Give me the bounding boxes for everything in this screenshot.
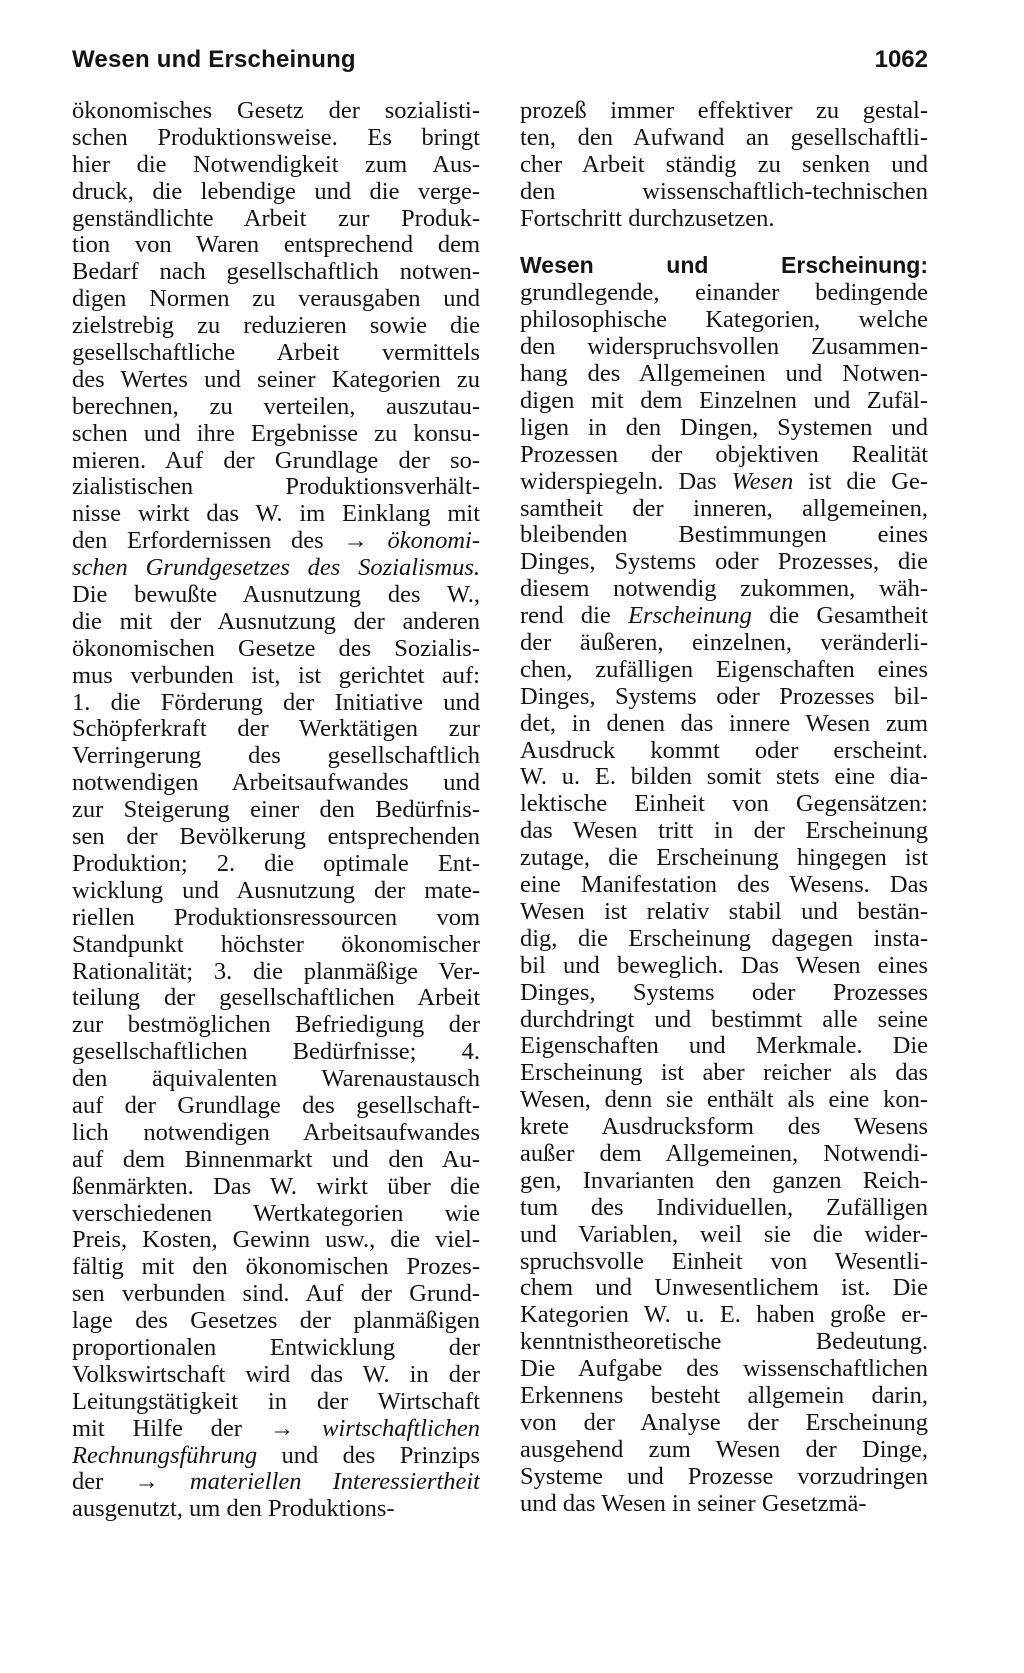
text-line: Wesen ist relativ stabil und bestän- xyxy=(520,898,928,925)
text-line: berechnen, zu verteilen, auszutau- xyxy=(72,393,480,420)
text-line: ausgenutzt, um den Produktions- xyxy=(72,1496,395,1523)
text-line: mieren. Auf der Grundlage der so- xyxy=(72,447,480,474)
text-line: schen Produktionsweise. Es bringt xyxy=(72,124,480,151)
text-line: mit Hilfe der → wirtschaftlichen xyxy=(72,1415,480,1442)
text-line: gen, Invarianten den ganzen Reich- xyxy=(520,1167,928,1194)
text-line: Dinges, Systems oder Prozesses bil- xyxy=(520,683,928,710)
text-line: Erscheinung ist aber reicher als das xyxy=(520,1060,928,1087)
text-line: rend die Erscheinung die Gesamtheit xyxy=(520,603,928,630)
text-line: Fortschritt durchzusetzen. xyxy=(520,205,775,232)
text-line: Erkennens besteht allgemein darin, xyxy=(520,1382,928,1409)
text-line: grundlegende, einander bedingende xyxy=(520,280,928,307)
right-column xyxy=(520,98,928,1517)
text-line: und das Wesen in seiner Gesetzmä- xyxy=(520,1490,867,1517)
text-line: prozeß immer effektiver zu gestal- xyxy=(520,98,928,124)
text-line: gesellschaftliche Arbeit vermittels xyxy=(72,340,480,367)
text-line: ten, den Aufwand an gesellschaftli- xyxy=(520,124,928,151)
text-line: spruchsvolle Einheit von Wesentli- xyxy=(520,1248,928,1275)
headword-word: Erscheinung: xyxy=(781,252,928,279)
text-line: ökonomisches Gesetz der sozialisti- xyxy=(72,98,480,124)
text-line: außer dem Allgemeinen, Notwendi- xyxy=(520,1140,928,1167)
text-line: Standpunkt höchster ökonomischer xyxy=(72,931,480,958)
text-line: cher Arbeit ständig zu senken und xyxy=(520,151,928,178)
text-line: ausgehend zum Wesen der Dinge, xyxy=(520,1436,928,1463)
text-line: samtheit der inneren, allgemeinen, xyxy=(520,495,928,522)
text-line: krete Ausdrucksform des Wesens xyxy=(520,1114,928,1141)
page-number: 1062 xyxy=(874,46,928,73)
headword-word: Wesen xyxy=(520,252,594,279)
text-line: Bedarf nach gesellschaftlich notwen- xyxy=(72,259,480,286)
text-line: Die bewußte Ausnutzung des W., xyxy=(72,582,480,609)
text-line: Prozessen der objektiven Realität xyxy=(520,441,928,468)
text-line: zutage, die Erscheinung hingegen ist xyxy=(520,845,928,872)
text-line: dig, die Erscheinung dagegen insta- xyxy=(520,925,928,952)
text-line: nisse wirkt das W. im Einklang mit xyxy=(72,501,480,528)
text-line: den widerspruchsvollen Zusammen- xyxy=(520,334,928,361)
text-line: von der Analyse der Erscheinung xyxy=(520,1409,928,1436)
text-line: die mit der Ausnutzung der anderen xyxy=(72,608,480,635)
text-line: gesellschaftlichen Bedürfnisse; 4. xyxy=(72,1039,480,1066)
text-line: Eigenschaften und Merkmale. Die xyxy=(520,1033,928,1060)
text-line: Dinges, Systems oder Prozesses, die xyxy=(520,549,928,576)
text-line: hang des Allgemeinen und Notwen- xyxy=(520,361,928,388)
text-line: druck, die lebendige und die verge- xyxy=(72,178,480,205)
text-line: bil und beweglich. Das Wesen eines xyxy=(520,952,928,979)
text-line: teilung der gesellschaftlichen Arbeit xyxy=(72,985,480,1012)
text-line: diesem notwendig zukommen, wäh- xyxy=(520,576,928,603)
text-line: mus verbunden ist, ist gerichtet auf: xyxy=(72,662,480,689)
text-line: der äußeren, einzelnen, veränderli- xyxy=(520,630,928,657)
text-line: tum des Individuellen, Zufälligen xyxy=(520,1194,928,1221)
text-line: ökonomischen Gesetze des Sozialis- xyxy=(72,635,480,662)
left-column xyxy=(72,98,480,1523)
text-line: das Wesen tritt in der Erscheinung xyxy=(520,818,928,845)
text-line: philosophische Kategorien, welche xyxy=(520,307,928,334)
text-line: kenntnistheoretische Bedeutung. xyxy=(520,1329,928,1356)
page-header xyxy=(72,46,928,86)
text-line: hier die Notwendigkeit zum Aus- xyxy=(72,151,480,178)
text-line: den äquivalenten Warenaustausch xyxy=(72,1066,480,1093)
text-line: notwendigen Arbeitsaufwandes und xyxy=(72,770,480,797)
text-line: proportionalen Entwicklung der xyxy=(72,1334,480,1361)
text-line: wicklung und Ausnutzung der mate- xyxy=(72,877,480,904)
text-line: tion von Waren entsprechend dem xyxy=(72,232,480,259)
entry-headword xyxy=(520,252,928,280)
text-line: auf dem Binnenmarkt und den Au- xyxy=(72,1146,480,1173)
text-line: Preis, Kosten, Gewinn usw., die viel- xyxy=(72,1227,480,1254)
text-line: den Erfordernissen des → ökonomi- xyxy=(72,528,480,555)
text-line: W. u. E. bilden somit stets eine dia- xyxy=(520,764,928,791)
text-line: lich notwendigen Arbeitsaufwandes xyxy=(72,1119,480,1146)
headword-word: und xyxy=(666,252,709,279)
text-line: lektische Einheit von Gegensätzen: xyxy=(520,791,928,818)
text-line: sen verbunden sind. Auf der Grund- xyxy=(72,1281,480,1308)
text-line: Verringerung des gesellschaftlich xyxy=(72,743,480,770)
text-line: Systeme und Prozesse vorzudringen xyxy=(520,1463,928,1490)
text-line: sen der Bevölkerung entsprechenden xyxy=(72,824,480,851)
text-line: und Variablen, weil sie die wider- xyxy=(520,1221,928,1248)
text-line: Schöpferkraft der Werktätigen zur xyxy=(72,716,480,743)
text-line: bleibenden Bestimmungen eines xyxy=(520,522,928,549)
text-line: Dinges, Systems oder Prozesses xyxy=(520,979,928,1006)
text-line: 1. die Förderung der Initiative und xyxy=(72,689,480,716)
text-line: Ausdruck kommt oder erscheint. xyxy=(520,737,928,764)
text-line: auf der Grundlage des gesellschaft- xyxy=(72,1092,480,1119)
text-line: Rechnungsführung und des Prinzips xyxy=(72,1442,480,1469)
text-line: widerspiegeln. Das Wesen ist die Ge- xyxy=(520,468,928,495)
text-line: schen Grundgesetzes des Sozialismus. xyxy=(72,555,480,582)
text-line: zialistischen Produktionsverhält- xyxy=(72,474,480,501)
text-line: durchdringt und bestimmt alle seine xyxy=(520,1006,928,1033)
text-line: Leitungstätigkeit in der Wirtschaft xyxy=(72,1388,480,1415)
text-line: lage des Gesetzes der planmäßigen xyxy=(72,1308,480,1335)
text-line: digen Normen zu verausgaben und xyxy=(72,286,480,313)
text-line: zur Steigerung einer den Bedürfnis- xyxy=(72,797,480,824)
text-line: Produktion; 2. die optimale Ent- xyxy=(72,850,480,877)
previous-entry-continuation xyxy=(520,98,928,232)
text-line: digen mit dem Einzelnen und Zufäl- xyxy=(520,388,928,415)
text-line: zielstrebig zu reduzieren sowie die xyxy=(72,313,480,340)
text-line: Die Aufgabe des wissenschaftlichen xyxy=(520,1356,928,1383)
text-line: Rationalität; 3. die planmäßige Ver- xyxy=(72,958,480,985)
text-line: riellen Produktionsressourcen vom xyxy=(72,904,480,931)
text-line: Wesen, denn sie enthält als eine kon- xyxy=(520,1087,928,1114)
text-line: genständlichte Arbeit zur Produk- xyxy=(72,205,480,232)
text-line: Volkswirtschaft wird das W. in der xyxy=(72,1361,480,1388)
text-line: zur bestmöglichen Befriedigung der xyxy=(72,1012,480,1039)
text-line: ligen in den Dingen, Systemen und xyxy=(520,414,928,441)
text-line: chen, zufälligen Eigenschaften eines xyxy=(520,656,928,683)
text-line: fältig mit den ökonomischen Prozes- xyxy=(72,1254,480,1281)
entry-body xyxy=(520,280,928,1517)
text-line: der → materiellen Interessiertheit xyxy=(72,1469,480,1496)
text-line: eine Manifestation des Wesens. Das xyxy=(520,872,928,899)
text-line: ßenmärkten. Das W. wirkt über die xyxy=(72,1173,480,1200)
text-line: schen und ihre Ergebnisse zu konsu- xyxy=(72,420,480,447)
text-line: verschiedenen Wertkategorien wie xyxy=(72,1200,480,1227)
text-line: chem und Unwesentlichem ist. Die xyxy=(520,1275,928,1302)
text-line: det, in denen das innere Wesen zum xyxy=(520,710,928,737)
text-line: des Wertes und seiner Kategorien zu xyxy=(72,366,480,393)
entry-gap xyxy=(520,232,928,252)
text-line: den wissenschaftlich-technischen xyxy=(520,178,928,205)
text-line: Kategorien W. u. E. haben große er- xyxy=(520,1302,928,1329)
running-head: Wesen und Erscheinung xyxy=(72,46,356,73)
